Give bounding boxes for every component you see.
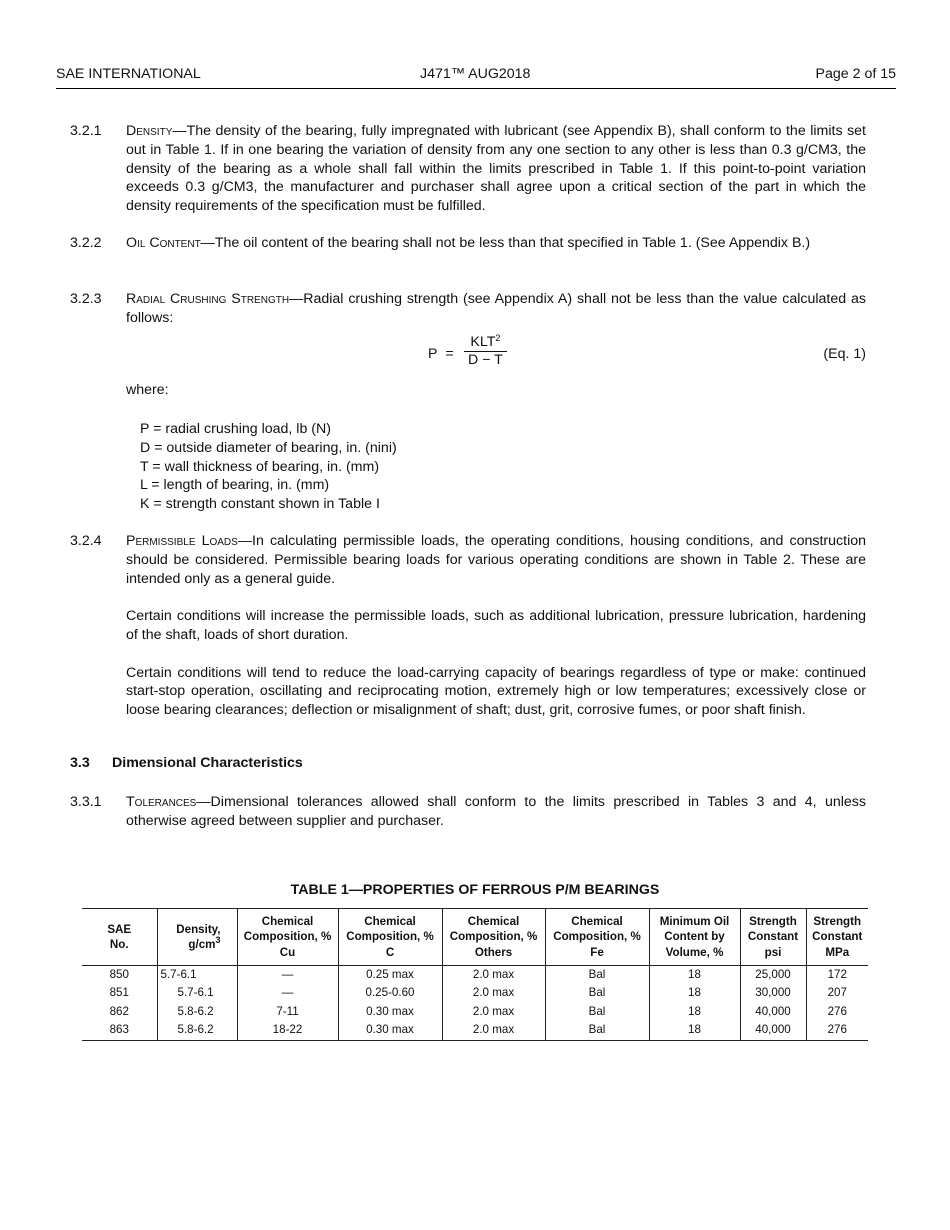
- cell-strength-psi: 40,000: [740, 1021, 806, 1040]
- cell-cu: —: [237, 984, 338, 1002]
- table-row: [82, 1003, 868, 1021]
- cell-c: 0.30 max: [338, 1021, 442, 1040]
- cell-others: 2.0 max: [442, 1003, 545, 1021]
- table-header-row: [82, 909, 868, 966]
- section-title: Radial Crushing Strength: [126, 291, 290, 307]
- cell-fe: Bal: [545, 1003, 649, 1021]
- section-text: —Radial crushing strength (see Appendix A) shall not be less than the value calculated as follows:: [126, 291, 866, 326]
- header-doc-id: J471™ AUG2018: [420, 66, 531, 82]
- header-sae-no: SAE No.: [82, 909, 157, 966]
- cell-others: 2.0 max: [442, 966, 545, 985]
- definition-item: L = length of bearing, in. (mm): [140, 477, 330, 494]
- equation-exponent: 2: [495, 333, 501, 343]
- section-title: Tolerances: [126, 794, 197, 810]
- properties-table: [82, 908, 868, 1041]
- page-header: [56, 66, 896, 89]
- cell-strength-mpa: 276: [806, 1021, 868, 1040]
- section-body: [126, 234, 866, 253]
- header-fe: Chemical Composition, % Fe: [545, 909, 649, 966]
- cell-density: 5.8-6.2: [157, 1003, 237, 1021]
- cell-c: 0.25-0.60: [338, 984, 442, 1002]
- cell-density: 5.7-6.1: [157, 984, 237, 1002]
- section-body: [126, 122, 866, 216]
- header-org: SAE INTERNATIONAL: [56, 66, 201, 82]
- header-oil-content: Minimum Oil Content by Volume, %: [649, 909, 740, 966]
- equation-1: [70, 334, 866, 376]
- section-title: Oil Content: [126, 235, 201, 251]
- where-label: where:: [126, 382, 169, 398]
- cell-strength-psi: 40,000: [740, 1003, 806, 1021]
- section-body: [126, 532, 866, 588]
- cell-others: 2.0 max: [442, 1021, 545, 1040]
- section-paragraph-2: Certain conditions will increase the permissible loads, such as additional lubrication, pressure lubrication, hardening of the shaft, loads of short duration.: [126, 608, 866, 643]
- cell-oil-content: 18: [649, 1021, 740, 1040]
- variable-definitions: [140, 420, 397, 514]
- section-title: Density: [126, 123, 173, 139]
- table-row: [82, 1021, 868, 1040]
- cell-strength-psi: 25,000: [740, 966, 806, 985]
- cell-sae-no: 851: [109, 986, 129, 1000]
- definition-item: K = strength constant shown in Table I: [140, 496, 380, 513]
- cell-oil-content: 18: [649, 966, 740, 985]
- cell-fe: Bal: [545, 966, 649, 985]
- cell-strength-mpa: 207: [806, 984, 868, 1002]
- cell-cu: —: [237, 966, 338, 985]
- section-body: [126, 793, 866, 831]
- definition-item: P = radial crushing load, lb (N): [140, 421, 331, 437]
- section-3-2-1: [70, 122, 866, 216]
- section-paragraph-3: Certain conditions will tend to reduce the load-carrying capacity of bearings regardless of type or make: continued start-stop operation, oscillating and reciprocating motion, extremely high or low temperatures; excessively close or loose bearing clearances; deflection or misalignment of shaft; dust, grit, corrosive fumes, or poor shaft finish.: [126, 664, 866, 719]
- section-3-2-4: [70, 532, 866, 720]
- section-number: 3.2.1: [70, 123, 102, 139]
- header-cu: Chemical Composition, % Cu: [237, 909, 338, 966]
- section-title: Permissible Loads: [126, 533, 238, 549]
- header-density: Density, $g/cm^3$: [157, 909, 237, 966]
- cell-fe: Bal: [545, 1021, 649, 1040]
- equation-lhs: P =: [428, 346, 454, 362]
- section-3-3-1: [70, 793, 866, 831]
- section-number: 3.2.2: [70, 235, 102, 251]
- cell-strength-mpa: 276: [806, 1003, 868, 1021]
- header-c: Chemical Composition, % C: [338, 909, 442, 966]
- section-number: 3.2.4: [70, 533, 102, 549]
- section-number: 3.3.1: [70, 794, 102, 810]
- table-row: [82, 966, 868, 985]
- cell-sae-no: 862: [109, 1004, 129, 1018]
- equation-denominator: D − T: [468, 352, 503, 368]
- equation-numerator: KLT$^2$: [470, 333, 501, 350]
- section-text: —In calculating permissible loads, the operating conditions, housing conditions, and construction should be considered. Permissible bearing loads for various operating conditions are shown in Table 2. These are intended only as a general guide.: [126, 533, 866, 587]
- section-title: Dimensional Characteristics: [112, 755, 303, 771]
- section-text: —The oil content of the bearing shall not be less than that specified in Table 1. (See Appendix B.): [200, 235, 811, 251]
- cell-c: 0.30 max: [338, 1003, 442, 1021]
- header-strength-psi: Strength Constant psi: [740, 909, 806, 966]
- table-row: [82, 984, 868, 1002]
- definition-item: D = outside diameter of bearing, in. (nini): [140, 439, 397, 456]
- cell-sae-no: 863: [82, 1021, 157, 1040]
- cell-fe: Bal: [545, 984, 649, 1002]
- cell-others: 2.0 max: [442, 984, 545, 1002]
- cell-cu: 7-11: [237, 1003, 338, 1021]
- cell-oil-content: 18: [649, 984, 740, 1002]
- section-number: 3.3: [70, 755, 90, 771]
- cell-cu: 18-22: [237, 1021, 338, 1040]
- cell-oil-content: 18: [649, 1003, 740, 1021]
- section-3-2-2: [70, 234, 866, 253]
- cell-sae-no: 850: [109, 968, 129, 981]
- cell-density: 5.8-6.2: [157, 1021, 237, 1040]
- table-title: TABLE 1—PROPERTIES OF FERROUS P/M BEARINGS: [290, 882, 660, 898]
- cell-density: 5.7-6.1: [157, 966, 237, 985]
- section-text: —Dimensional tolerances allowed shall conform to the limits prescribed in Tables 3 and 4, unless otherwise agreed between supplier and purchaser.: [126, 794, 866, 829]
- cell-c: 0.25 max: [338, 966, 442, 985]
- equation-label: (Eq. 1): [823, 346, 866, 362]
- definition-item: T = wall thickness of bearing, in. (mm): [140, 458, 380, 475]
- section-text: —The density of the bearing, fully impregnated with lubricant (see Appendix B), shall conform to the limits set out in Table 1. If in one bearing the variation of density from any one section to any other is less than 0.3 g/CM3, the density of the bearing as a whole shall fall within the limits prescribed in Table 1. If this point-to-point variation exceeds 0.3 g/CM3, the manufacturer and purchaser shall agree upon a critical section of the part in which the density requirements of the specification must be fulfilled.: [126, 123, 866, 215]
- section-3-2-3: [70, 290, 866, 328]
- section-number: 3.2.3: [70, 291, 102, 307]
- section-body: [126, 290, 866, 328]
- section-3-3-heading: [70, 755, 303, 771]
- header-page-number: Page 2 of 15: [815, 66, 896, 82]
- equation-fraction: [464, 334, 507, 368]
- header-others: Chemical Composition, % Others: [442, 909, 545, 966]
- header-strength-mpa: Strength Constant MPa: [806, 909, 868, 966]
- cell-strength-mpa: 172: [806, 966, 868, 985]
- cell-strength-psi: 30,000: [740, 984, 806, 1002]
